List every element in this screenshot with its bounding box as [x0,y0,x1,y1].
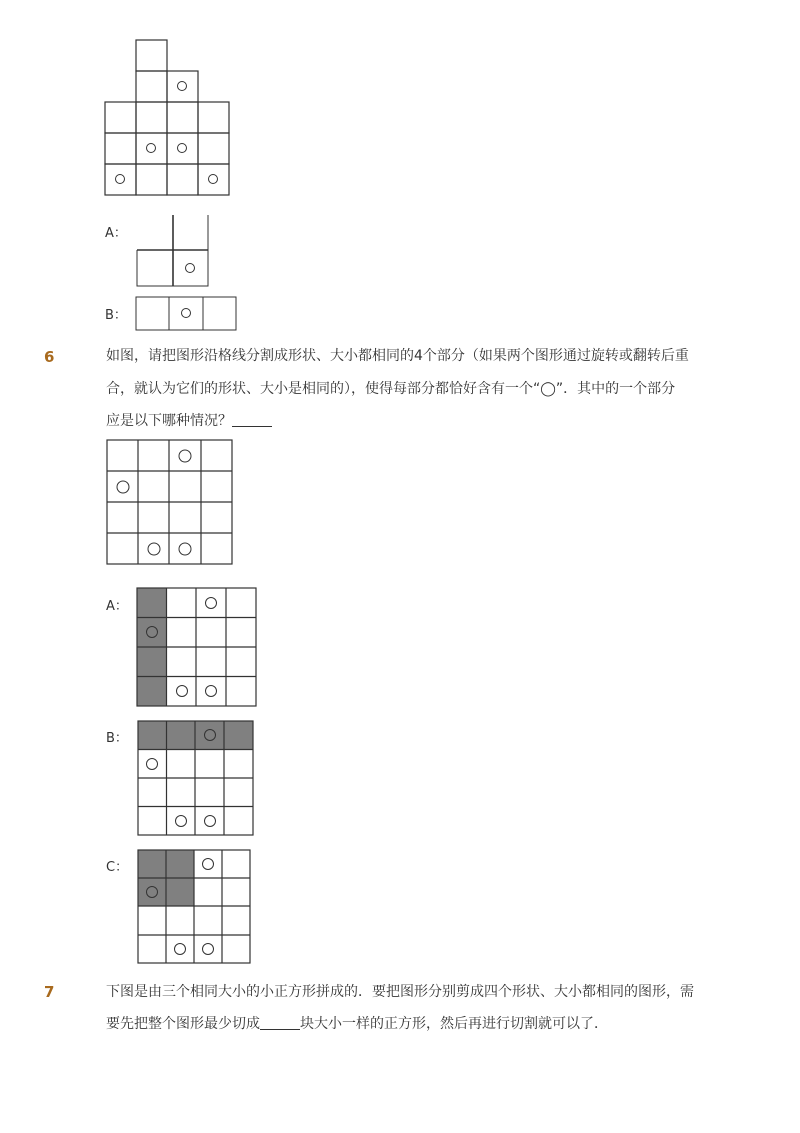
answer-blank[interactable] [260,1015,300,1030]
q6-option-a-label[interactable]: A： [106,599,128,614]
circle-mark [178,144,187,153]
q7-text-line-2: 要先把整个图形最少切成 块大小一样的正方形，然后再进行切割就可以了． [106,1016,608,1032]
circle-mark [205,730,216,741]
q6-text-line-2: 合，就认为它们的形状、大小是相同的），使得每部分都恰好含有一个“◯”．其中的一个部分 [106,381,676,397]
circle-mark [179,543,191,555]
circle-mark [148,543,160,555]
circle-mark [117,481,129,493]
circle-mark [175,944,186,955]
circle-mark [147,144,156,153]
circle-mark [182,309,191,318]
question-number-6: 6 [44,348,55,366]
circle-mark [178,82,187,91]
circle-mark [206,686,217,697]
circle-mark [186,264,195,273]
circle-mark [203,859,214,870]
circle-mark [147,759,158,770]
q6-text-line-3: 应是以下哪种情况？ [106,405,272,437]
q7-text-line-1: 下图是由三个相同大小的小正方形拼成的．要把图形分别剪成四个形状、大小都相同的图形，需 [106,984,694,1000]
q6-option-b-label[interactable]: B： [106,731,128,746]
circle-mark [205,816,216,827]
circle-mark [147,887,158,898]
answer-blank[interactable] [232,412,272,427]
q6-text-line-1: 如图，请把图形沿格线分割成形状、大小都相同的4个部分（如果两个图形通过旋转或翻转后重 [106,348,689,364]
q5-option-b-label[interactable]: B： [105,308,127,323]
circle-mark [116,175,125,184]
circle-mark [147,627,158,638]
q6-option-c-label[interactable]: C： [106,860,129,875]
q5-option-a-label[interactable]: A： [105,226,127,241]
circle-mark [206,598,217,609]
circle-mark [209,175,218,184]
circle-mark [203,944,214,955]
circle-mark [176,816,187,827]
question-number-7: 7 [44,983,55,1001]
circle-mark [179,450,191,462]
circle-mark [177,686,188,697]
